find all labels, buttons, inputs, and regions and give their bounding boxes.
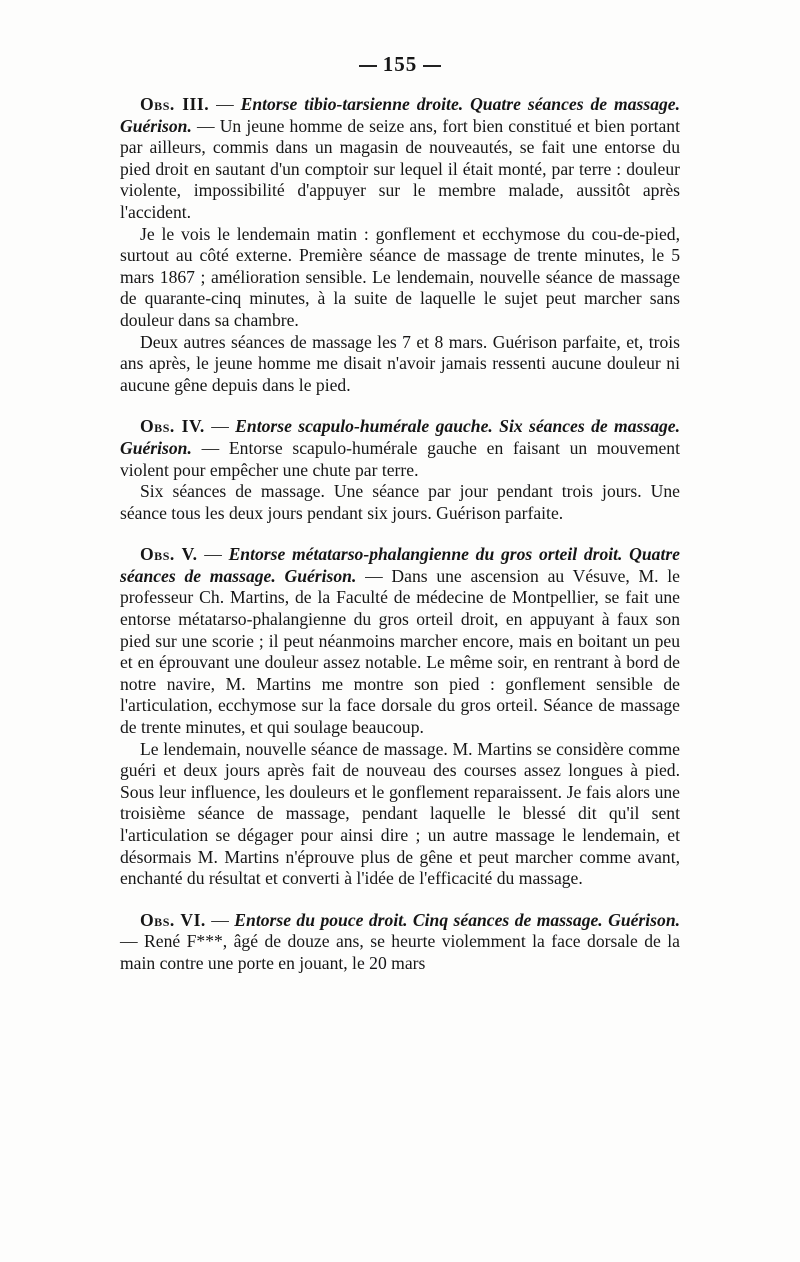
obs5-separator: — bbox=[197, 544, 229, 565]
obs6-title: Entorse du pouce droit. Cinq séances de massage. Guérison. bbox=[234, 909, 680, 930]
page-body bbox=[120, 94, 680, 975]
obs5-text-1: — Dans une ascension au Vésuve, M. le professeur Ch. Martins, de la Faculté de médecine de Montpellier, se fait une entorse métatarso-phalangienne du gros orteil droit, en appuyant à faux son pied sur une scorie ; il peut néanmoins marcher encore, mais en boitant un peu et en éprouvant une douleur assez notable. Le même soir, en rentrant à bord de notre navire, M. Martins me montre son pied : gonflement sensible de l'articulation, ecchymose sur la face dorsale du gros orteil. Séance de massage de trente minutes, et qui soulage beaucoup. bbox=[120, 565, 680, 738]
obs3-paragraph-2: Je le vois le lendemain matin : gonflement et ecchymose du cou-de-pied, surtout au côté externe. Première séance de massage de trente minutes, le 5 mars 1867 ; amélioration sensible. Le lendemain, nouvelle séance de massage de quarante-cinq minutes, à la suite de laquelle le sujet peut marcher sans douleur dans sa chambre. bbox=[120, 223, 680, 330]
header-dash-right bbox=[423, 65, 441, 67]
obs4-text-1: — Entorse scapulo-humérale gauche en faisant un mouvement violent pour empêcher une chute par terre. bbox=[120, 437, 680, 480]
page-number: 155 bbox=[382, 52, 418, 76]
obs3-separator: — bbox=[209, 94, 241, 114]
obs3-label: Obs. III. bbox=[140, 94, 210, 114]
obs4-separator: — bbox=[204, 416, 236, 437]
obs6-text-1: — René F***, âgé de douze ans, se heurte violemment la face dorsale de la main contre une porte en jouant, le 20 mars bbox=[120, 931, 680, 973]
obs3-text-1: — Un jeune homme de seize ans, fort bien constitué et bien portant par ailleurs, commis dans un magasin de nouveautés, se fait une entorse du pied droit en sautant d'un comptoir sur lequel il était monté, par terre : douleur violente, impossibilité d'appuyer sur le membre malade, aussitôt après l'accident. bbox=[120, 115, 680, 222]
obs5-label: Obs. V. bbox=[140, 544, 198, 565]
obs3-paragraph-1 bbox=[120, 94, 680, 224]
obs5-title: Entorse métatarso-phalangienne du gros orteil droit. Quatre séances de massage. Guérison. bbox=[120, 544, 680, 586]
page-header bbox=[0, 52, 800, 77]
obs4-paragraph-1 bbox=[120, 416, 680, 481]
obs3-paragraph-3: Deux autres séances de massage les 7 et 8 mars. Guérison parfaite, et, trois ans après, le jeune homme me disait n'avoir jamais ressenti aucune douleur ni aucune gêne depuis dans le pied. bbox=[120, 331, 680, 395]
obs3-title: Entorse tibio-tarsienne droite. Quatre séances de massage. Guérison. bbox=[120, 94, 680, 136]
obs4-paragraph-2: Six séances de massage. Une séance par jour pendant trois jours. Une séance tous les deux jours pendant six jours. Guérison parfaite. bbox=[120, 481, 680, 523]
obs5-paragraph-1 bbox=[120, 544, 680, 738]
obs4-label: Obs. IV. bbox=[140, 416, 205, 437]
obs6-separator: — bbox=[205, 909, 235, 930]
obs6-paragraph-1 bbox=[120, 910, 680, 975]
obs4-title: Entorse scapulo-humérale gauche. Six séances de massage. Guérison. bbox=[120, 416, 681, 458]
header-dash-left bbox=[359, 65, 377, 67]
obs6-label: Obs. VI. bbox=[140, 909, 206, 930]
obs5-paragraph-2: Le lendemain, nouvelle séance de massage. M. Martins se considère comme guéri et deux jours après fait de nouveau des courses assez longues à pied. Sous leur influence, les douleurs et le gonflement reparaissent. Je fais alors une troisième séance de massage, pendant laquelle le blessé dit qu'il sent l'articulation se dégager pour ainsi dire ; un autre massage le lendemain, et désormais M. Martins n'éprouve plus de gêne et peut marcher comme avant, enchanté du résultat et converti à l'idée de l'efficacité du massage. bbox=[120, 738, 680, 889]
